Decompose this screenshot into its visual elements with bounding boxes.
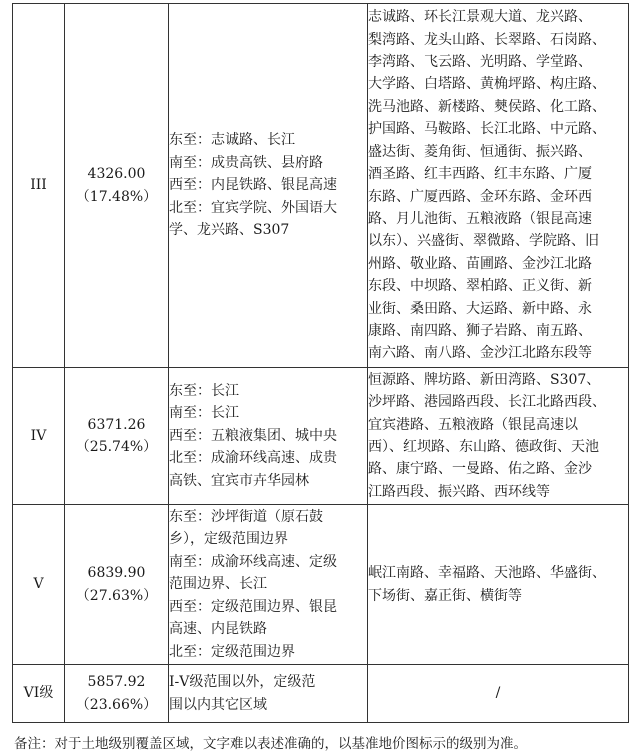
roads-cell — [368, 4, 629, 368]
road-line: 沙坪路、港园路西段、长江北路西段、 — [368, 394, 606, 411]
road-line: 洗马池路、新楼路、僰侯路、化工路、 — [368, 98, 606, 115]
table-row — [13, 4, 629, 368]
roads-cell — [368, 368, 629, 505]
boundary-line: 范围边界、长江 — [169, 576, 267, 593]
road-line: 宜宾港路、五粮液路（银昆高速以 — [368, 416, 578, 433]
boundary-cell — [169, 665, 368, 723]
road-line: 酒圣路、红丰西路、红丰东路、广厦 — [368, 166, 592, 183]
area-value: 6839.90 — [87, 565, 146, 582]
road-line: 州路、敬业路、苗圃路、金沙江北路 — [368, 255, 592, 272]
area-value: 5857.92 — [87, 674, 146, 691]
road-line: 以东）、兴盛街、翠微路、学院路、旧 — [368, 233, 599, 250]
road-line: 下场街、嘉正街、横街等 — [368, 587, 522, 604]
grade-cell: IV — [13, 368, 65, 505]
land-grade-table — [12, 3, 629, 723]
boundary-line: 西至：内昆铁路、银昆高速 — [169, 177, 337, 194]
table-row — [13, 368, 629, 505]
road-line: 康路、南四路、狮子岩路、南五路、 — [368, 322, 592, 339]
road-line: 志诚路、环长江景观大道、龙兴路、 — [368, 9, 592, 26]
boundary-cell — [169, 4, 368, 368]
road-line: 业街、桑田路、大运路、新中路、永 — [368, 300, 592, 317]
grade-cell: VI级 — [13, 665, 65, 723]
boundary-line: 围以内其它区域 — [169, 696, 267, 713]
boundary-line: 东至：长江 — [169, 382, 239, 399]
table-row — [13, 505, 629, 665]
road-line: 梨湾路、龙头山路、长翠路、石岗路、 — [368, 31, 606, 48]
boundary-line: 西至：定级范围边界、银昆 — [169, 598, 337, 615]
boundary-line: 南至：长江 — [169, 405, 239, 422]
road-line: 东段、中坝路、翠柏路、正义街、新 — [368, 278, 592, 295]
area-cell — [65, 505, 169, 665]
boundary-line: 学、龙兴路、S307 — [169, 222, 290, 239]
boundary-line: 北至：定级范围边界 — [169, 643, 295, 660]
road-line: 南六路、南八路、金沙江北路东段等 — [368, 345, 592, 362]
road-line: 西）、红坝路、东山路、德政街、天池 — [368, 439, 599, 455]
road-line: 恒源路、牌坊路、新田湾路、S307、 — [368, 371, 601, 388]
boundary-line: 南至：成渝环线高速、定级 — [169, 553, 337, 570]
boundary-line: 西至：五粮液集团、城中央 — [169, 427, 337, 444]
road-line: 护国路、马鞍路、长江北路、中元路、 — [368, 121, 606, 138]
area-percent: （27.63%） — [75, 587, 158, 604]
area-percent: （23.66%） — [75, 696, 158, 713]
road-line: / — [495, 685, 501, 702]
area-percent: （25.74%） — [75, 439, 158, 455]
boundary-cell — [169, 368, 368, 505]
area-cell — [65, 368, 169, 505]
boundary-line: 东至：志诚路、长江 — [169, 132, 295, 149]
boundary-line: 北至：宜宾学院、外国语大 — [169, 199, 337, 216]
area-value: 4326.00 — [87, 166, 146, 183]
boundary-line: 北至：成渝环线高速、成贵 — [169, 450, 337, 467]
boundary-cell — [169, 505, 368, 665]
roads-cell — [368, 665, 629, 723]
area-percent: （17.48%） — [75, 188, 158, 205]
boundary-line: 高速、内昆铁路 — [169, 621, 267, 638]
table-note: 备注：对于土地级别覆盖区域，文字难以表述准确的，以基准地价图标示的级别为准。 — [14, 736, 527, 752]
boundary-line: 乡），定级范围边界 — [169, 531, 288, 548]
road-line: 岷江南路、幸福路、天池路、华盛街、 — [368, 565, 606, 582]
area-cell — [65, 4, 169, 368]
road-line: 路、月儿池街、五粮液路（银昆高速 — [368, 210, 592, 227]
boundary-line: 高铁、宜宾市卉华园林 — [169, 472, 309, 489]
area-value: 6371.26 — [87, 416, 146, 433]
road-line: 盛达街、菱角街、恒通街、振兴路、 — [368, 143, 592, 160]
area-cell — [65, 665, 169, 723]
road-line: 东路、广厦西路、金环东路、金环西 — [368, 188, 592, 205]
road-line: 路、康宁路、一曼路、佑之路、金沙 — [368, 461, 592, 478]
roads-cell — [368, 505, 629, 665]
road-line: 李湾路、飞云路、光明路、学堂路、 — [368, 54, 592, 71]
grade-cell: III — [13, 4, 65, 368]
table-row — [13, 665, 629, 723]
boundary-line: Ⅰ-Ⅴ级范围以外，定级范 — [169, 674, 316, 691]
road-line: 江路西段、振兴路、西环线等 — [368, 483, 550, 500]
boundary-line: 南至：成贵高铁、县府路 — [169, 154, 323, 171]
road-line: 大学路、白塔路、黄桷坪路、构庄路、 — [368, 76, 606, 93]
grade-cell: V — [13, 505, 65, 665]
boundary-line: 东至：沙坪街道（原石鼓 — [169, 509, 323, 526]
